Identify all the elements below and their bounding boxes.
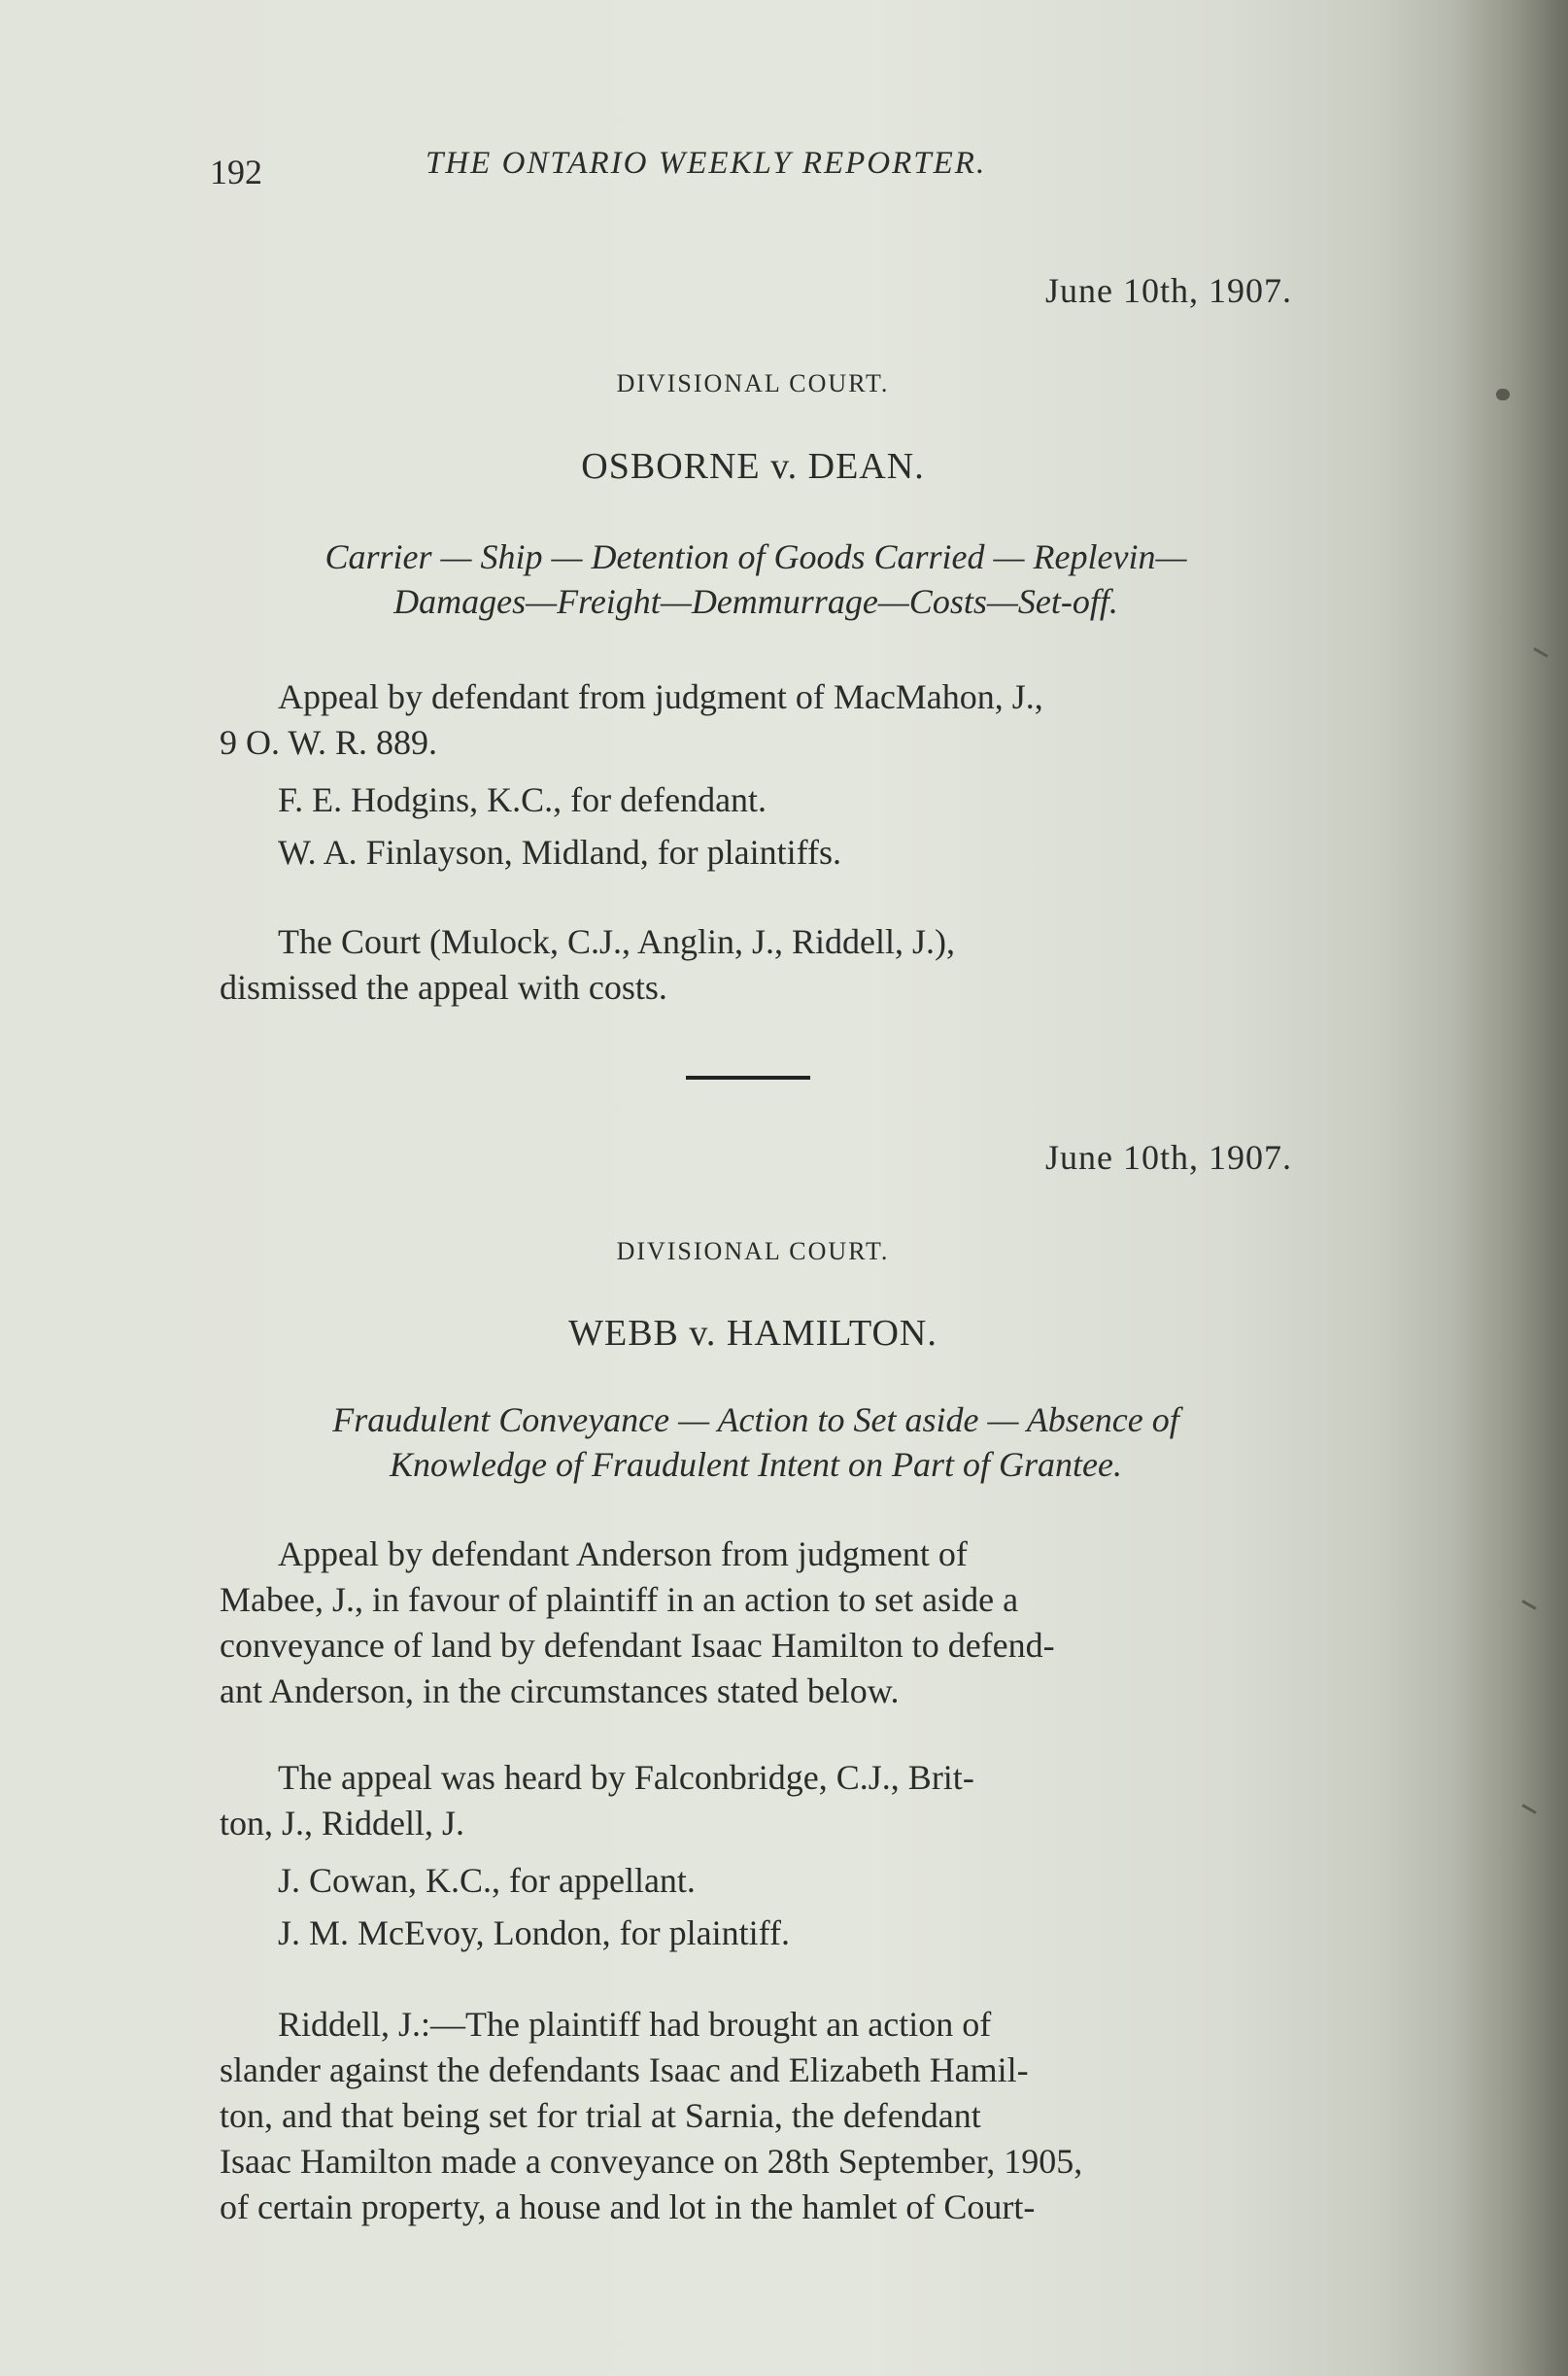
running-head — [210, 146, 1298, 204]
appeal-line: conveyance of land by defendant Isaac Hamilton to defend- — [220, 1626, 1055, 1665]
appeal-line: Appeal by defendant from judgment of MacMahon, J., — [278, 677, 1043, 716]
decision-line: The Court (Mulock, C.J., Anglin, J., Riddell, J.), — [278, 922, 955, 961]
case1-decision — [220, 919, 1292, 1011]
appeal-line: Mabee, J., in favour of plaintiff in an action to set aside a — [220, 1580, 1019, 1619]
case1-appeal — [220, 674, 1292, 766]
appeal-line: Appeal by defendant Anderson from judgment of — [278, 1534, 968, 1573]
catchwords-line: Fraudulent Conveyance — Action to Set aside — Absence of — [332, 1400, 1179, 1439]
case2-catchwords — [220, 1397, 1292, 1487]
case2-appeal — [220, 1532, 1292, 1714]
heard-line: The appeal was heard by Falconbridge, C.J., Brit- — [278, 1758, 974, 1797]
catchwords-line: Knowledge of Fraudulent Intent on Part of Grantee. — [390, 1445, 1122, 1484]
judgment-line: slander against the defendants Isaac and Elizabeth Hamil- — [220, 2050, 1029, 2089]
case1-catchwords — [220, 534, 1292, 624]
decision-line: dismissed the appeal with costs. — [220, 968, 667, 1007]
case1-counsel-defendant: F. E. Hodgins, K.C., for defendant. — [278, 780, 767, 819]
case1-counsel-plaintiffs: W. A. Finlayson, Midland, for plaintiffs. — [278, 833, 841, 872]
appeal-line: 9 O. W. R. 889. — [220, 723, 438, 762]
judgment-line: Riddell, J.:—The plaintiff had brought an action of — [278, 2005, 992, 2044]
heard-line: ton, J., Riddell, J. — [220, 1804, 465, 1842]
page-number: 192 — [210, 153, 262, 191]
page-mark — [1496, 389, 1510, 400]
catchwords-line: Carrier — Ship — Detention of Goods Carried — Replevin— — [324, 537, 1187, 576]
section-divider — [686, 1076, 810, 1080]
judgment-line: ton, and that being set for trial at Sarnia, the defendant — [220, 2096, 981, 2135]
case2-counsel-plaintiff: J. M. McEvoy, London, for plaintiff. — [278, 1913, 790, 1952]
catchwords-line: Damages—Freight—Demmurrage—Costs—Set-off. — [393, 582, 1118, 621]
case2-counsel-appellant: J. Cowan, K.C., for appellant. — [278, 1861, 696, 1900]
case1-court: DIVISIONAL COURT. — [616, 369, 890, 397]
case1-title: OSBORNE v. DEAN. — [581, 446, 925, 487]
case2-date: June 10th, 1907. — [1045, 1138, 1292, 1177]
case2-heard — [220, 1755, 1292, 1846]
case1-date: June 10th, 1907. — [1045, 271, 1292, 310]
case2-title: WEBB v. HAMILTON. — [568, 1313, 937, 1354]
journal-title: THE ONTARIO WEEKLY REPORTER. — [426, 146, 987, 181]
page-gutter-shadow — [1451, 0, 1568, 2376]
case2-judgment — [220, 2002, 1292, 2230]
case2-court: DIVISIONAL COURT. — [616, 1237, 890, 1265]
judgment-line: Isaac Hamilton made a conveyance on 28th September, 1905, — [220, 2142, 1083, 2181]
appeal-line: ant Anderson, in the circumstances stated below. — [220, 1671, 900, 1710]
judgment-line: of certain property, a house and lot in the hamlet of Court- — [220, 2187, 1036, 2226]
